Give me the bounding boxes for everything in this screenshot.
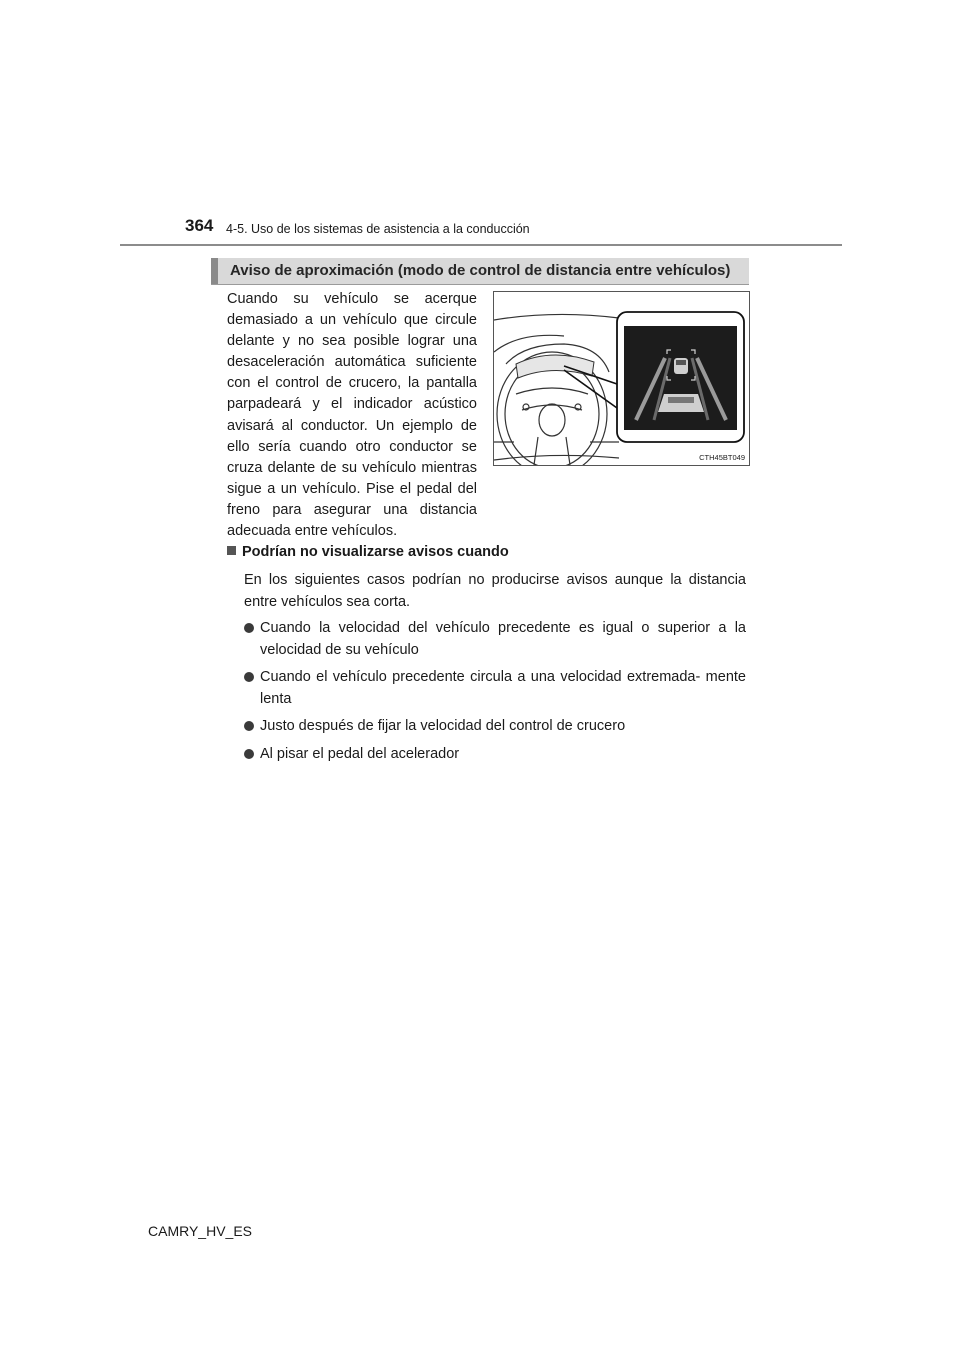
figure-code: CTH45BT049 — [699, 453, 745, 462]
list-item-text: Justo después de fijar la velocidad del control de crucero — [260, 718, 626, 734]
subsection-heading-text: Podrían no visualizarse avisos cuando — [242, 544, 509, 560]
bullet-list — [244, 612, 746, 765]
list-item — [244, 716, 746, 738]
list-item-text: Cuando el vehículo precedente circula a una velocidad extremada- mente lenta — [260, 669, 746, 707]
square-bullet-icon — [227, 546, 236, 555]
list-item-text: Al pisar el pedal del acelerador — [260, 745, 460, 762]
section-title: Aviso de aproximación (modo de control de distancia entre vehículos) — [230, 262, 731, 279]
subsection-heading — [227, 544, 509, 560]
list-item — [244, 618, 746, 661]
dashboard-illustration — [493, 291, 750, 466]
model-code-footer: CAMRY_HV_ES — [148, 1223, 253, 1239]
list-item — [244, 667, 746, 710]
bullet-dot-icon — [244, 672, 254, 682]
subsection-intro-paragraph: En los siguientes casos podrían no producirse avisos aunque la distancia entre vehículos sea corta. — [244, 572, 746, 610]
list-item — [244, 744, 746, 766]
list-item-text: Cuando la velocidad del vehículo precedente es igual o superior a la velocidad de su vehículo — [260, 620, 746, 658]
section-intro-paragraph: Cuando su vehículo se acerque demasiado a un vehículo que circule delante y no sea posible lograr una desaceleración automática suficiente con el control de crucero, la pantalla parpadeará y el indicador acústico avisará al conductor. Un ejemplo de ello sería cuando otro conductor se cruza delante de su vehículo mientras sigue a un vehículo. Pise el pedal del freno para asegurar una distancia adecuada entre vehículos. — [227, 291, 477, 540]
bullet-dot-icon — [244, 623, 254, 633]
page-number: 364 — [185, 216, 214, 235]
section-heading-bar — [211, 258, 749, 284]
steering-wheel-display-drawing — [494, 292, 749, 465]
section-underline — [211, 284, 749, 285]
header-rule — [120, 244, 842, 246]
chapter-title: 4-5. Uso de los sistemas de asistencia a la conducción — [226, 222, 530, 236]
bullet-dot-icon — [244, 749, 254, 759]
bullet-dot-icon — [244, 721, 254, 731]
